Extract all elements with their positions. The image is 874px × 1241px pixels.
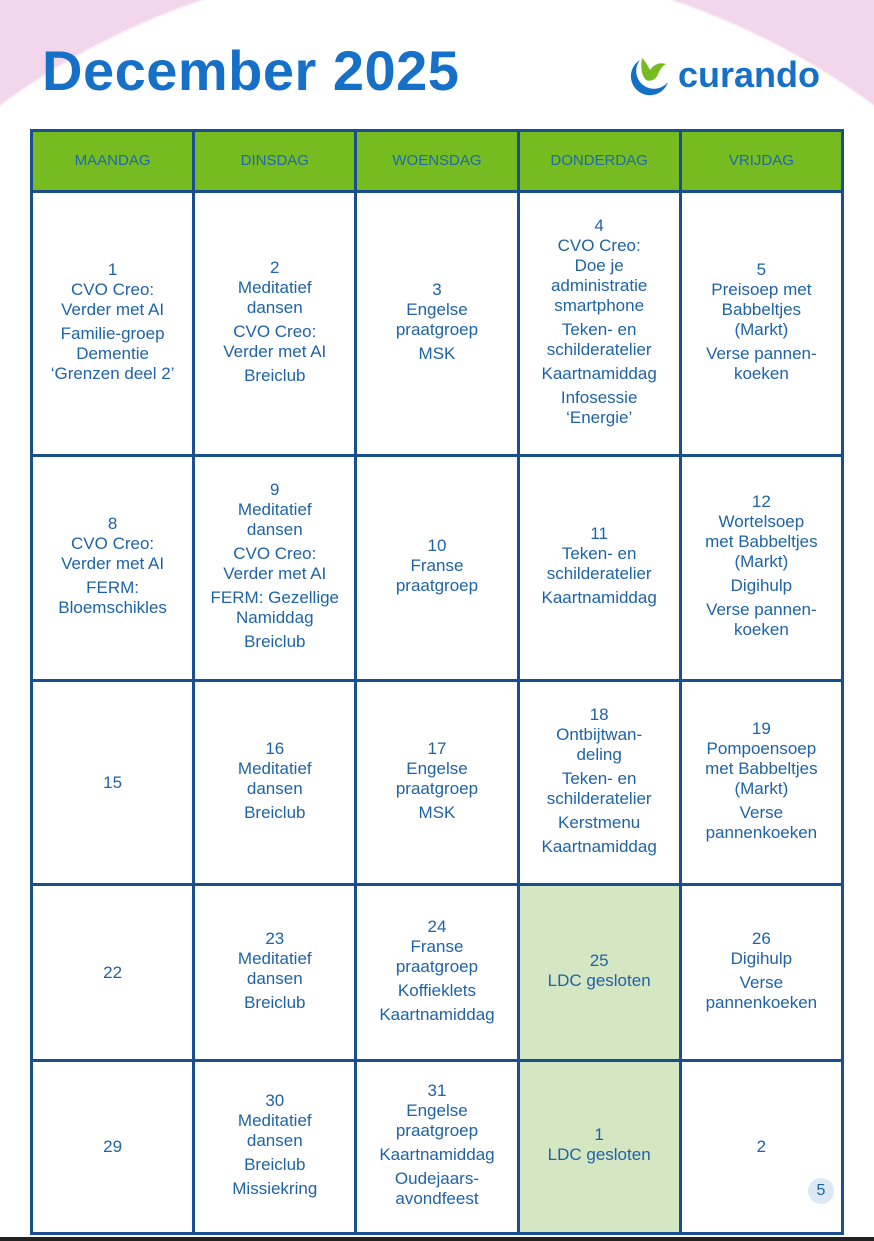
weekday-header-row xyxy=(32,131,843,192)
day-number: 10 xyxy=(427,536,447,555)
activity-item: CVO Creo: Verder met AI xyxy=(223,321,327,361)
activity-item: Preisoep met Babbeltjes (Markt) xyxy=(711,279,812,339)
day-cell xyxy=(356,192,518,456)
activity-item: Teken- en schilderatelier xyxy=(546,544,652,583)
activity-item: Wortelsoep met Babbeltjes (Markt) xyxy=(705,512,818,571)
activity-item: Oudejaars- avondfeest xyxy=(394,1169,480,1208)
activity-item: Kaartnamiddag xyxy=(379,1004,495,1024)
activity-item: Breiclub xyxy=(244,1155,306,1174)
activity-item: Meditatief dansen xyxy=(237,948,312,988)
week-row xyxy=(32,192,843,456)
calendar-table xyxy=(30,129,844,1235)
weekday-header-donderdag: DONDERDAG xyxy=(518,131,680,192)
day-cell xyxy=(194,885,356,1061)
activity-item: Engelse praatgroep xyxy=(395,299,479,339)
page-title: December 2025 xyxy=(42,39,460,102)
day-number: 19 xyxy=(751,718,771,738)
activity-item: Meditatief dansen xyxy=(237,500,312,539)
day-number: 17 xyxy=(427,738,447,758)
activity-item: Familie-groep Dementie ‘Grenzen deel 2’ xyxy=(50,323,175,383)
day-number: 2 xyxy=(270,257,280,277)
activity-item: Breiclub xyxy=(244,992,306,1012)
day-cell xyxy=(32,456,194,681)
calendar-body xyxy=(32,192,843,1234)
day-number: 29 xyxy=(103,1137,123,1156)
curando-logo xyxy=(628,52,820,98)
activity-item: LDC gesloten xyxy=(547,1145,651,1164)
day-cell xyxy=(518,1061,680,1234)
activity-item: Meditatief dansen xyxy=(237,758,312,798)
day-cell xyxy=(680,192,842,456)
day-cell xyxy=(356,456,518,681)
activity-item: MSK xyxy=(418,802,456,822)
dove-logo-icon xyxy=(628,52,674,98)
weekday-header-woensdag: WOENSDAG xyxy=(356,131,518,192)
activity-item: Breiclub xyxy=(244,802,306,822)
day-cell xyxy=(194,681,356,885)
activity-item: Infosessie ‘Energie’ xyxy=(560,387,638,427)
activity-item: Verse pannen- koeken xyxy=(706,343,817,383)
day-cell xyxy=(32,192,194,456)
page-number: 5 xyxy=(808,1178,834,1204)
activity-item: Engelse praatgroep xyxy=(395,758,479,798)
activity-item: CVO Creo: Verder met AI xyxy=(61,534,165,573)
activity-item: FERM: Bloemschikles xyxy=(58,578,167,617)
activity-item: Franse praatgroep xyxy=(395,556,479,595)
weekday-header-dinsdag: DINSDAG xyxy=(194,131,356,192)
activity-item: Missiekring xyxy=(232,1179,318,1198)
activity-item: Engelse praatgroep xyxy=(395,1101,479,1140)
day-number: 31 xyxy=(427,1081,447,1100)
day-cell xyxy=(518,681,680,885)
day-number: 16 xyxy=(265,738,285,758)
activity-item: CVO Creo: Verder met AI xyxy=(223,544,327,583)
day-number: 3 xyxy=(432,279,442,299)
weekday-header-vrijdag: VRIJDAG xyxy=(680,131,842,192)
activity-item: Teken- en schilderatelier xyxy=(546,319,652,359)
day-cell xyxy=(680,681,842,885)
day-number: 23 xyxy=(265,928,285,948)
day-cell xyxy=(32,681,194,885)
activity-item: Breiclub xyxy=(244,365,306,385)
activity-item: Ontbijtwan- deling xyxy=(556,724,643,764)
day-cell xyxy=(518,456,680,681)
day-number: 4 xyxy=(594,215,604,235)
activity-item: Meditatief dansen xyxy=(237,277,312,317)
day-cell xyxy=(356,1061,518,1234)
activity-item: Koffieklets xyxy=(397,980,477,1000)
day-number: 1 xyxy=(107,259,118,279)
day-number: 18 xyxy=(589,704,609,724)
activity-item: Breiclub xyxy=(244,632,306,651)
day-number: 8 xyxy=(107,514,118,533)
day-cell xyxy=(518,192,680,456)
activity-item: Verse pannen- koeken xyxy=(706,600,817,639)
day-cell xyxy=(356,681,518,885)
activity-item: Digihulp xyxy=(730,948,793,968)
activity-item: Meditatief dansen xyxy=(237,1111,312,1150)
day-number: 24 xyxy=(427,916,447,936)
activity-item: Teken- en schilderatelier xyxy=(546,768,652,808)
day-number: 9 xyxy=(270,480,280,499)
day-cell xyxy=(680,1061,842,1234)
activity-item: LDC gesloten xyxy=(547,970,651,990)
day-number: 2 xyxy=(756,1137,767,1156)
day-cell xyxy=(680,456,842,681)
activity-item: FERM: Gezellige Namiddag xyxy=(210,588,340,627)
weekday-header-maandag: MAANDAG xyxy=(32,131,194,192)
activity-item: CVO Creo: Verder met AI xyxy=(61,279,165,319)
week-row xyxy=(32,456,843,681)
day-cell xyxy=(194,1061,356,1234)
activity-item: CVO Creo: Doe je administratie smartphone xyxy=(550,235,648,315)
week-row xyxy=(32,885,843,1061)
logo-text: curando xyxy=(678,54,821,95)
day-cell xyxy=(194,456,356,681)
activity-item: Kaartnamiddag xyxy=(541,588,657,607)
day-number: 22 xyxy=(103,962,123,982)
activity-item: Kaartnamiddag xyxy=(541,836,657,856)
day-cell xyxy=(356,885,518,1061)
activity-item: Pompoensoep met Babbeltjes (Markt) xyxy=(705,738,818,798)
activity-item: Kaartnamiddag xyxy=(379,1145,495,1164)
week-row xyxy=(32,681,843,885)
activity-item: Franse praatgroep xyxy=(395,936,479,976)
activity-item: Kaartnamiddag xyxy=(541,363,657,383)
activity-item: Digihulp xyxy=(730,576,793,595)
activity-item: MSK xyxy=(418,343,456,363)
day-number: 5 xyxy=(756,259,767,279)
week-row xyxy=(32,1061,843,1234)
day-number: 26 xyxy=(751,928,771,948)
bottom-border xyxy=(0,1237,874,1241)
day-cell xyxy=(32,885,194,1061)
day-number: 30 xyxy=(265,1091,285,1110)
activity-item: Verse pannenkoeken xyxy=(705,802,818,842)
day-number: 25 xyxy=(589,950,609,970)
day-cell xyxy=(518,885,680,1061)
activity-item: Kerstmenu xyxy=(558,812,641,832)
day-number: 1 xyxy=(594,1125,604,1144)
day-number: 12 xyxy=(751,492,771,511)
day-number: 15 xyxy=(103,772,123,792)
day-cell xyxy=(194,192,356,456)
day-number: 11 xyxy=(590,524,608,543)
activity-item: Verse pannenkoeken xyxy=(705,972,818,1012)
day-cell xyxy=(32,1061,194,1234)
day-cell xyxy=(680,885,842,1061)
